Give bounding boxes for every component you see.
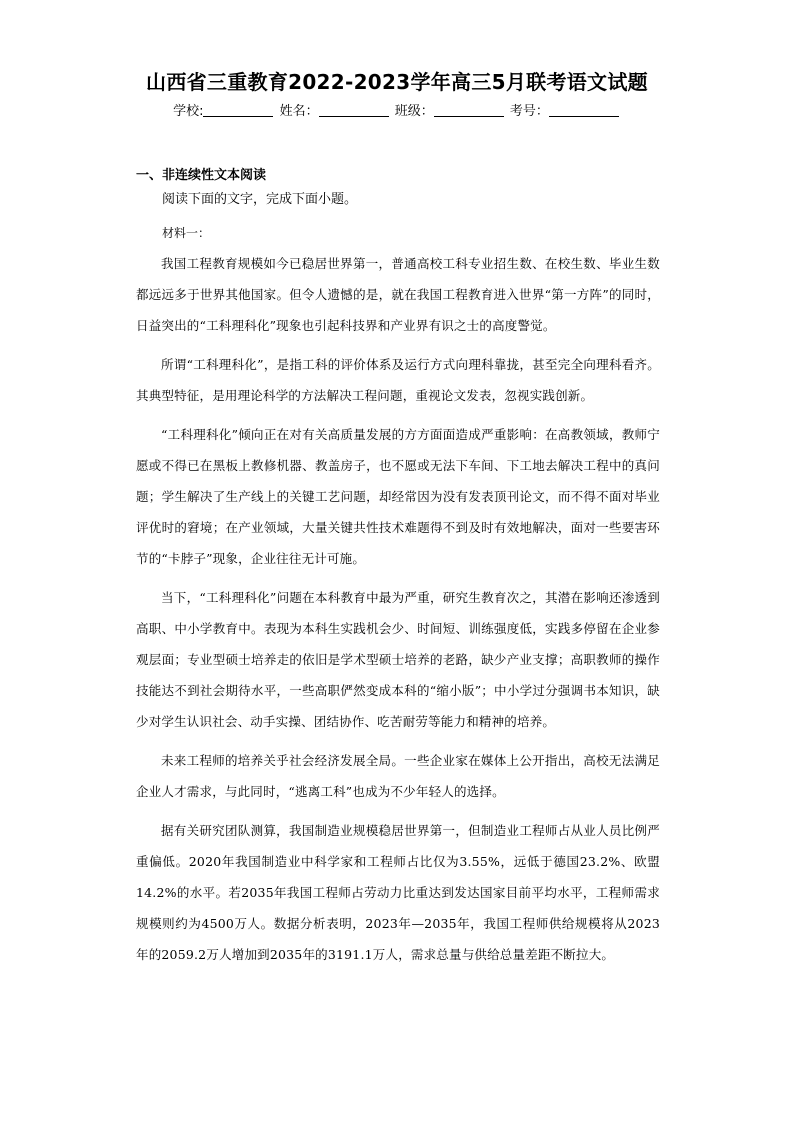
exam-number-field [510,102,621,122]
paragraph: 当下，“工科理科化”问题在本科教育中最为严重，研究生教育次之，其潜在影响还渗透到高职、中小学教育中。表现为本科生实践机会少、时间短、训练强度低，实践多停留在企业参观层面；专业型硕士培养走的依旧是学术型硕士培养的老路，缺少产业支撑；高职教师的操作技能达不到社会期待水平，一些高职俨然变成本科的“缩小版”；中小学过分强调书本知识，缺少对学生认识社会、动手实操、团结协作、吃苦耐劳等能力和精神的培养。 [136,590,660,729]
name-label: 姓名： [279,104,319,119]
paragraph: 未来工程师的培养关乎社会经济发展全局。一些企业家在媒体上公开指出，高校无法满足企业人才需求，与此同时，“逃离工科”也成为不少年轻人的选择。 [136,753,660,799]
class-label: 班级： [394,104,434,119]
student-info-line [0,102,794,122]
name-field [280,102,391,122]
name-blank[interactable] [319,102,389,117]
material-label: 材料一： [162,226,211,240]
document-title: 山西省三重教育2022-2023学年高三5月联考语文试题 [146,70,648,94]
paragraph: 所谓“工科理科化”，是指工科的评价体系及运行方式向理科靠拢，甚至完全向理科看齐。其典型特征，是用理论科学的方法解决工程问题，重视论文发表，忽视实践创新。 [136,357,660,403]
section-heading: 一、非连续性文本阅读 [136,168,267,183]
class-blank[interactable] [434,102,504,117]
school-field [173,102,275,122]
school-blank[interactable] [203,102,273,117]
school-label: 学校: [173,104,204,119]
exam-number-label: 考号： [509,104,549,119]
paragraph: 据有关研究团队测算，我国制造业规模稳居世界第一，但制造业工程师占从业人员比例严重偏低。2020年我国制造业中科学家和工程师占比仅为3.55%，远低于德国23.2%、欧盟14.2%的水平。若2035年我国工程师占劳动力比重达到发达国家目前平均水平，工程师需求规模则约为4500万人。数据分析表明，2023年—2035年，我国工程师供给规模将从2023年的2059.2万人增加到2035年的3191.1万人，需求总量与供给总量差距不断拉大。 [136,823,660,962]
exam-number-blank[interactable] [549,102,619,117]
reading-instruction: 阅读下面的文字，完成下面小题。 [162,192,358,207]
paragraph: 我国工程教育规模如今已稳居世界第一，普通高校工科专业招生数、在校生数、毕业生数都远远多于世界其他国家。但令人遗憾的是，就在我国工程教育进入世界“第一方阵”的同时，日益突出的“工科理科化”现象也引起科技界和产业界有识之士的高度警觉。 [136,256,660,333]
class-field [395,102,506,122]
passage-body [136,248,660,978]
paragraph: “工科理科化”倾向正在对有关高质量发展的方方面面造成严重影响：在高教领域，教师宁愿或不得已在黑板上教修机器、教盖房子，也不愿或无法下车间、下工地去解决工程中的真问题；学生解决了生产线上的关键工艺问题，却经常因为没有发表顶刊论文，而不得不面对毕业评优时的窘境；在产业领域，大量关键共性技术难题得不到及时有效地解决，面对一些要害环节的“卡脖子”现象，企业往往无计可施。 [136,427,660,566]
